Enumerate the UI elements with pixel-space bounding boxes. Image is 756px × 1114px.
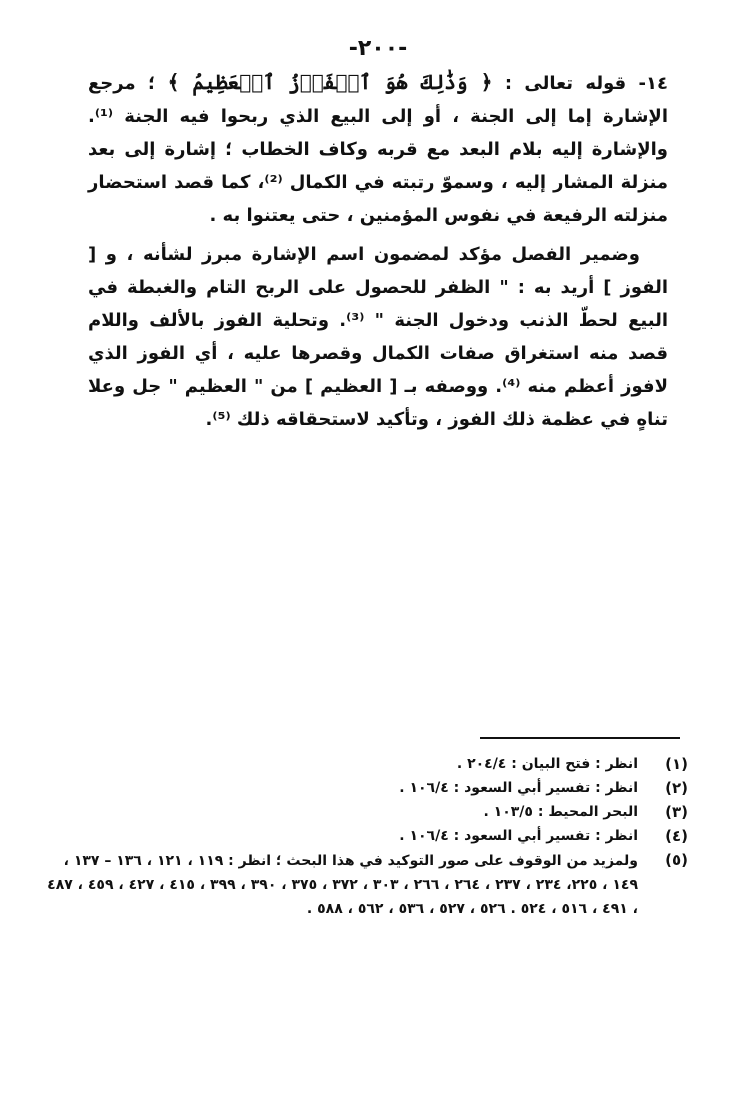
page-number: -٢٠٠-	[348, 36, 408, 61]
footnotes	[40, 753, 688, 923]
quran-verse: ﴿ وَذَٰلِكَ هُوَ ٱلۡفَوۡزُ ٱلۡعَظِيمُ ﴾	[167, 70, 493, 94]
paragraph-2: وضمير الفصل مؤكد لمضمون اسم الإشارة مبرز لشأنه ، و [ الفوز ] أريد به : " الظفر للحصول على الربح التام والغبطة في البيع لحطّ الذنب ودخول الجنة " ⁽³⁾. وتحلية الفوز بالألف واللام قصد منه استغراق صفات الكمال وقصرها عليه ، أي الفوز الذي لافوز أعظم منه ⁽⁴⁾. ووصفه بـ [ العظيم ] من " العظيم " جل وعلا تناهٍ في عظمة ذلك الفوز ، وتأكيد لاستحقاقه ذلك ⁽⁵⁾.	[88, 244, 668, 430]
footnote-item	[40, 801, 688, 823]
footnote-text: ولمزيد من الوقوف على صور التوكيد في هذا البحث ؛ انظر : ١١٩ ، ١٢١ ، ١٣٦ – ١٣٧ ، ١٤٩ ، ٢٢٥، ٢٣٤ ، ٢٣٧ ، ٢٦٤ ، ٢٦٦ ، ٣٠٣ ، ٣٧٢ ، ٣٧٥ ، ٣٩٠ ، ٣٩٩ ، ٤١٥ ، ٤٢٧ ، ٤٥٩ ، ٤٨٧ ، ٤٩١ ، ٥١٦ ، ٥٢٤ . ٥٢٦ ، ٥٢٧ ، ٥٣٦ ، ٥٦٢ ، ٥٨٨ .	[47, 853, 638, 917]
footnote-number: (٥)	[665, 851, 688, 869]
footnote-number: (٤)	[665, 827, 688, 845]
footnote-text: البحر المحيط : ١٠٣/٥ .	[483, 804, 638, 820]
footnote-item	[40, 753, 688, 775]
paragraph-1	[88, 66, 668, 232]
footnote-number: (٣)	[665, 803, 688, 821]
footnote-number: (١)	[665, 755, 688, 773]
paragraph-1-lead: ١٤- قوله تعالى :	[492, 73, 668, 94]
main-text	[88, 66, 668, 442]
footnote-item	[40, 777, 688, 799]
footnote-text: انظر : تفسير أبي السعود : ١٠٦/٤ .	[399, 828, 638, 844]
footnote-item	[40, 849, 688, 921]
footnote-text: انظر : تفسير أبي السعود : ١٠٦/٤ .	[399, 780, 638, 796]
footnote-number: (٢)	[665, 779, 688, 797]
footnote-divider	[480, 737, 680, 739]
footnote-text: انظر : فتح البيان : ٢٠٤/٤ .	[456, 756, 638, 772]
paragraph-1-text: ؛ مرجع الإشارة إما إلى الجنة ، أو إلى البيع الذي ربحوا فيه الجنة ⁽¹⁾. والإشارة إليه بلام البعد مع قربه وكاف الخطاب ؛ إشارة إلى بعد منزلة المشار إليه ، وسموّ رتبته في الكمال ⁽²⁾، كما قصد استحضار منزلته الرفيعة في نفوس المؤمنين ، حتى يعتنوا به .	[88, 73, 668, 226]
footnote-item	[40, 825, 688, 847]
